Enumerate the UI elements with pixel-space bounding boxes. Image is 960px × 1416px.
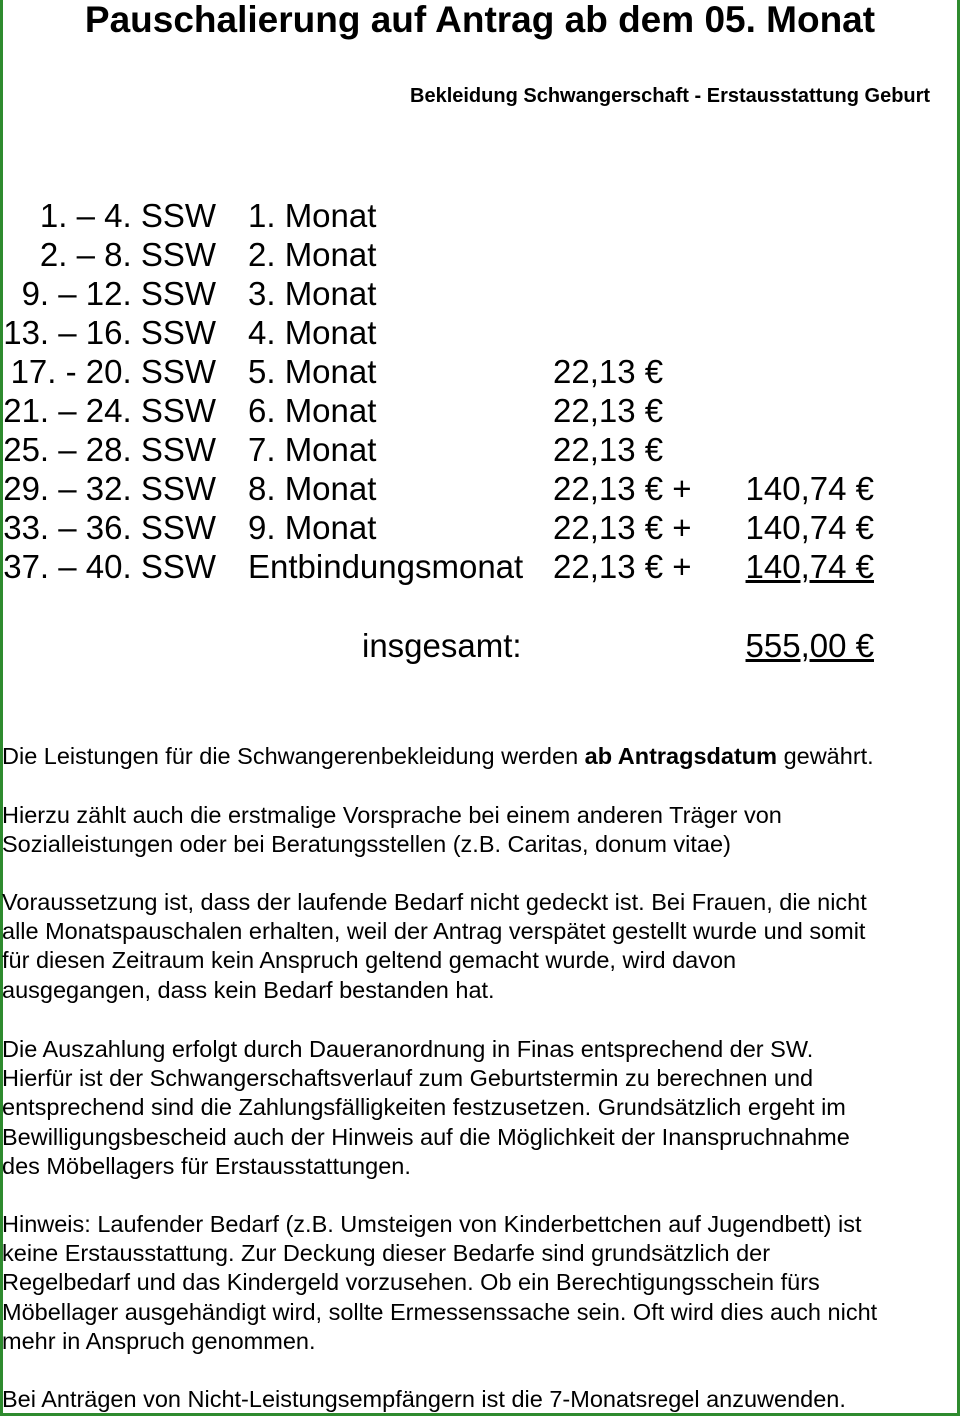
schedule-row (0, 391, 960, 430)
paragraph-line: keine Erstausstattung. Zur Deckung dieser Bedarfe sind grundsätzlich der (2, 1240, 771, 1267)
month-label: 2. Monat (248, 236, 377, 273)
paragraph-first-consultation (2, 801, 952, 859)
monthly-rate: 22,13 € + (553, 470, 692, 507)
paragraph-line: des Möbellagers für Erstausstattungen. (2, 1152, 411, 1179)
month-label: 4. Monat (248, 314, 377, 351)
ssw-range: 1. – 4. SSW (39, 197, 216, 234)
ssw-range: 25. – 28. SSW (3, 431, 216, 468)
schedule-row (0, 235, 960, 274)
month-label: Entbindungsmonat (248, 548, 524, 585)
paragraph-line: Regelbedarf und das Kindergeld vorzusehen. Ob ein Berechtigungsschein fürs (2, 1269, 820, 1296)
extra-amount: 140,74 € (745, 470, 874, 507)
schedule-row (0, 313, 960, 352)
ssw-range: 17. - 20. SSW (10, 353, 216, 390)
page-subtitle: Bekleidung Schwangerschaft - Erstausstattung Geburt (410, 85, 931, 107)
payment-schedule-table (0, 196, 960, 586)
schedule-row (0, 352, 960, 391)
paragraph-line: Möbellager ausgehändigt wird, sollte Ermessenssache sein. Oft wird dies auch nicht (2, 1298, 878, 1325)
extra-amount: 140,74 € (745, 509, 874, 546)
paragraph-text: gewährt. (777, 743, 874, 769)
schedule-row (0, 196, 960, 235)
schedule-row (0, 469, 960, 508)
paragraph-entitlement (2, 742, 952, 771)
paragraph-line: Hinweis: Laufender Bedarf (z.B. Umsteigen von Kinderbettchen auf Jugendbett) ist (2, 1211, 862, 1237)
total-label: insgesamt: (362, 627, 522, 664)
month-label: 6. Monat (248, 392, 377, 429)
monthly-rate: 22,13 € (553, 431, 664, 468)
month-label: 1. Monat (248, 197, 377, 234)
monthly-rate: 22,13 € (553, 353, 664, 390)
monthly-rate: 22,13 € + (553, 509, 692, 546)
paragraph-note (2, 1210, 952, 1356)
month-label: 3. Monat (248, 275, 377, 312)
paragraph-bold-text: ab Antragsdatum (584, 743, 778, 769)
ssw-range: 2. – 8. SSW (39, 236, 216, 273)
schedule-row (0, 547, 960, 586)
ssw-range: 37. – 40. SSW (3, 548, 216, 585)
paragraph-payment (2, 1035, 952, 1181)
total-row (0, 626, 960, 665)
ssw-range: 33. – 36. SSW (3, 509, 216, 546)
monthly-rate: 22,13 € (553, 392, 664, 429)
monthly-rate: 22,13 € + (553, 548, 692, 585)
month-label: 9. Monat (248, 509, 377, 546)
paragraph-line: mehr in Anspruch genommen. (2, 1327, 316, 1354)
month-label: 7. Monat (248, 431, 377, 468)
month-label: 8. Monat (248, 470, 377, 507)
paragraph-line: Hierzu zählt auch die erstmalige Vorsprache bei einem anderen Träger von (2, 802, 782, 828)
paragraph-line: für diesen Zeitraum kein Anspruch geltend gemacht wurde, wird davon (2, 947, 737, 974)
paragraph-line: alle Monatspauschalen erhalten, weil der Antrag verspätet gestellt wurde und somit (2, 918, 866, 945)
paragraph-line: Bei Anträgen von Nicht-Leistungsempfängern ist die 7-Monatsregel anzuwenden. (2, 1386, 846, 1412)
paragraph-line: Sozialleistungen oder bei Beratungsstellen (z.B. Caritas, donum vitae) (2, 831, 731, 858)
ssw-range: 13. – 16. SSW (3, 314, 216, 351)
month-label: 5. Monat (248, 353, 377, 390)
paragraph-line: Bewilligungsbescheid auch der Hinweis auf die Möglichkeit der Inanspruchnahme (2, 1123, 850, 1150)
paragraph-line: entsprechend sind die Zahlungsfälligkeiten festzusetzen. Grundsätzlich ergeht im (2, 1094, 846, 1121)
paragraph-line: Die Auszahlung erfolgt durch Daueranordnung in Finas entsprechend der SW. (2, 1036, 814, 1062)
paragraph-seven-month-rule (2, 1385, 952, 1414)
paragraph-line: Voraussetzung ist, dass der laufende Bedarf nicht gedeckt ist. Bei Frauen, die nicht (2, 889, 867, 915)
schedule-row (0, 508, 960, 547)
page-title: Pauschalierung auf Antrag ab dem 05. Monat (84, 0, 876, 40)
total-value: 555,00 € (745, 627, 874, 664)
paragraph-line: Hierfür ist der Schwangerschaftsverlauf zum Geburtstermin zu berechnen und (2, 1065, 814, 1092)
ssw-range: 29. – 32. SSW (3, 470, 216, 507)
paragraph-text: Die Leistungen für die Schwangerenbekleidung werden (2, 743, 585, 769)
schedule-row (0, 430, 960, 469)
paragraph-line: ausgegangen, dass kein Bedarf bestanden hat. (2, 976, 495, 1003)
ssw-range: 21. – 24. SSW (3, 392, 216, 429)
schedule-row (0, 274, 960, 313)
extra-amount: 140,74 € (745, 548, 874, 585)
paragraph-requirement (2, 888, 952, 1005)
ssw-range: 9. – 12. SSW (21, 275, 216, 312)
